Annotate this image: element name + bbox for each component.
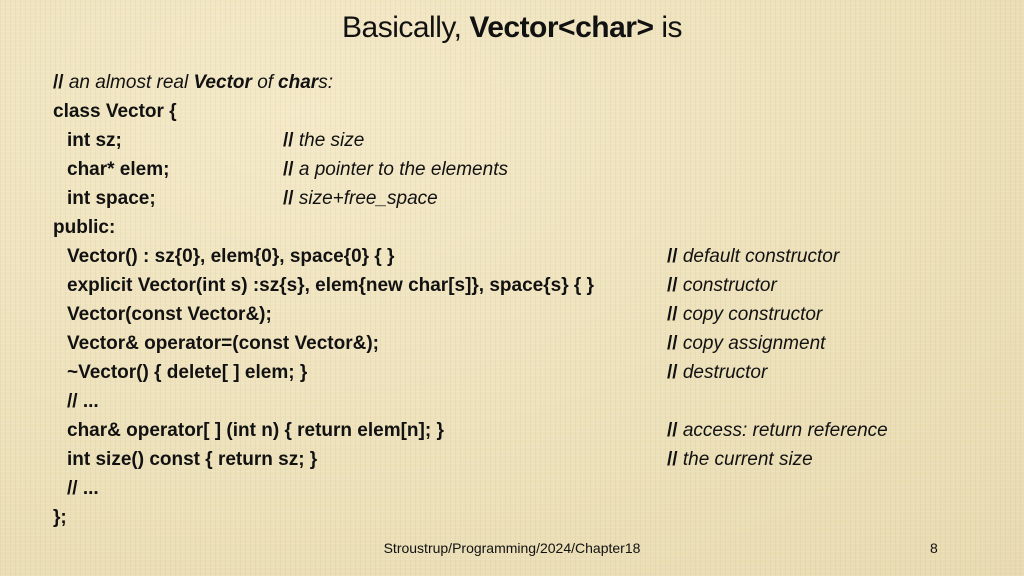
code-line: // ...	[67, 391, 99, 412]
code-line: Vector() : sz{0}, elem{0}, space{0} { }	[67, 246, 395, 267]
comment-copy-assignment: // copy assignment	[667, 333, 826, 354]
code-line: Vector(const Vector&);	[67, 304, 272, 325]
code-line: char& operator[ ] (int n) { return elem[n]; }	[67, 420, 444, 441]
comment-elem: // a pointer to the elements	[283, 159, 508, 180]
comment-copy-constructor: // copy constructor	[667, 304, 823, 325]
title-prefix: Basically,	[342, 11, 462, 44]
code-line: int space;	[67, 188, 156, 209]
code-line: class Vector {	[53, 101, 177, 122]
intro-slashes: //	[53, 72, 64, 93]
comment-access: // access: return reference	[667, 420, 888, 441]
code-line: ~Vector() { delete[ ] elem; }	[67, 362, 308, 383]
intro-text-5: s:	[318, 72, 333, 93]
code-line: int size() const { return sz; }	[67, 449, 318, 470]
comment-default-constructor: // default constructor	[667, 246, 840, 267]
comment-destructor: // destructor	[667, 362, 768, 383]
page-number: 8	[930, 540, 938, 556]
title-suffix: is	[661, 11, 682, 44]
code-line: int sz;	[67, 130, 122, 151]
intro-text-4: char	[278, 72, 319, 93]
slide-footer: Stroustrup/Programming/2024/Chapter18	[383, 540, 641, 556]
intro-text-3: of	[257, 72, 274, 93]
code-line: char* elem;	[67, 159, 170, 180]
intro-text-2: Vector	[193, 72, 252, 93]
code-line: Vector& operator=(const Vector&);	[67, 333, 379, 354]
intro-text-1: an almost real	[68, 72, 189, 93]
comment-constructor: // constructor	[667, 275, 777, 296]
code-line: // ...	[67, 478, 99, 499]
code-line: public:	[53, 217, 116, 238]
comment-size: // the current size	[667, 449, 813, 470]
code-line: explicit Vector(int s) :sz{s}, elem{new char[s]}, space{s} { }	[67, 275, 594, 296]
comment-sz: // the size	[283, 130, 365, 151]
intro-comment	[53, 70, 333, 96]
title-code: Vector<char>	[469, 11, 654, 44]
comment-space: // size+free_space	[283, 188, 438, 209]
code-line: };	[53, 507, 67, 528]
